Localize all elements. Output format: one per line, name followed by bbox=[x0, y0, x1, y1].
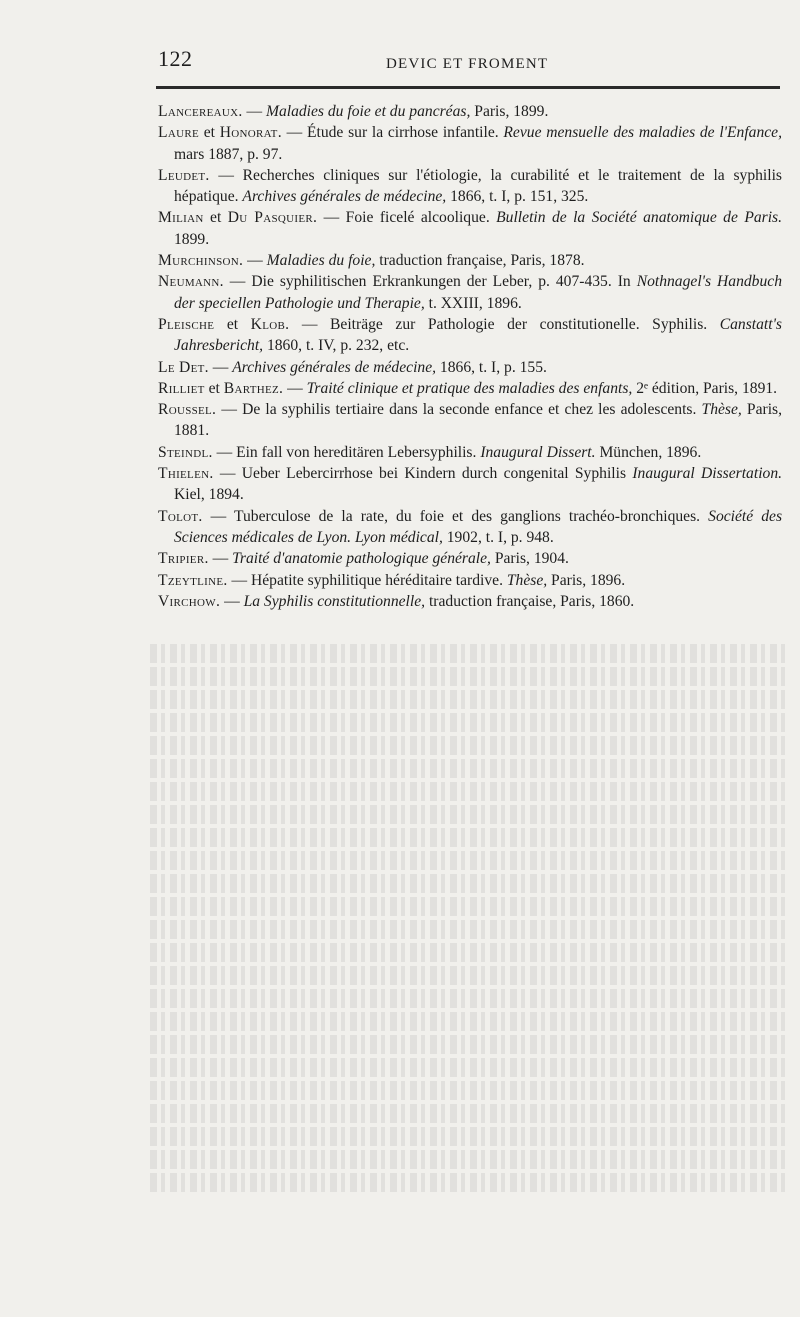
entry-separator: — bbox=[281, 124, 307, 142]
entry-text: Ein fall von hereditären Lebersyphilis. bbox=[236, 443, 481, 461]
entry-details: mars 1887, p. 97. bbox=[174, 145, 283, 163]
bib-entry bbox=[158, 271, 782, 314]
entry-separator: — bbox=[209, 166, 243, 184]
author-name: Leudet. bbox=[158, 166, 210, 184]
entry-text: Tuberculose de la rate, du foie et des ganglions trachéo-bronchiques. bbox=[234, 507, 709, 525]
entry-separator: — bbox=[208, 358, 233, 376]
author-join: et bbox=[198, 124, 220, 142]
bib-entry bbox=[158, 250, 782, 271]
entry-title: Inaugural Dissertation. bbox=[632, 465, 783, 483]
bib-entry bbox=[158, 570, 782, 591]
entry-separator: — bbox=[289, 315, 331, 333]
entry-separator: — bbox=[242, 103, 266, 120]
entry-title: La Syphilis constitutionnelle, bbox=[243, 592, 426, 610]
bib-entry bbox=[158, 314, 782, 357]
entry-details: Kiel, 1894. bbox=[174, 486, 244, 504]
entry-details: München, 1896. bbox=[595, 443, 702, 461]
entry-text: Ueber Lebercirrhose bei Kindern durch congenital Syphilis bbox=[241, 465, 633, 483]
bib-entry bbox=[158, 122, 782, 165]
entry-separator: — bbox=[227, 571, 251, 589]
entry-title: Nothnagel's Handbuch der speciellen Pathologie und Therapie, bbox=[174, 273, 782, 312]
entry-text: De la syphilis tertiaire dans la seconde enfance et chez les adolescents. bbox=[242, 401, 702, 419]
bib-entry bbox=[158, 207, 782, 250]
entry-title: Traité clinique et pratique des maladies des enfants, bbox=[306, 379, 633, 397]
entry-title: Maladies du foie et du pancréas, bbox=[265, 103, 471, 120]
entry-details: 1866, t. I, p. 155. bbox=[436, 358, 547, 376]
author-name-2: Du Pasquier. bbox=[227, 209, 318, 227]
entry-separator: — bbox=[223, 273, 252, 291]
bib-entry bbox=[158, 378, 782, 399]
author-name: Roussel. bbox=[158, 401, 217, 419]
entry-text: Die syphilitischen Erkrankungen der Leber, p. 407-435. In bbox=[251, 273, 637, 291]
page-number: 122 bbox=[158, 46, 193, 71]
entry-title: Archives générales de médecine, bbox=[232, 358, 437, 376]
author-name: Tzeytline. bbox=[158, 571, 228, 589]
entry-separator: — bbox=[243, 252, 267, 270]
author-name: Milian bbox=[158, 209, 204, 227]
author-name-2: Barthez. bbox=[223, 379, 284, 397]
author-name: Steindl. bbox=[158, 443, 213, 461]
bleed-through-texture bbox=[150, 640, 790, 1240]
entry-details: 1860, t. IV, p. 232, etc. bbox=[263, 337, 410, 355]
entry-title: Maladies du foie, bbox=[266, 252, 376, 270]
entry-details: Paris, 1899. bbox=[470, 103, 549, 120]
author-name-2: Honorat. bbox=[219, 124, 282, 142]
entry-separator: — bbox=[208, 550, 233, 568]
bib-entry bbox=[158, 357, 782, 378]
author-name: Rilliet bbox=[158, 379, 205, 397]
author-join: et bbox=[204, 379, 224, 397]
author-name: Murchinson. bbox=[158, 252, 244, 270]
entry-title: Archives générales de médecine, bbox=[242, 188, 447, 206]
author-name: Tolot. bbox=[158, 507, 203, 525]
author-name: Pleische bbox=[158, 315, 215, 333]
author-name-2: Klob. bbox=[250, 315, 290, 333]
entry-details: Paris, 1881. bbox=[174, 401, 783, 440]
entry-details: 1899. bbox=[174, 230, 210, 248]
author-join: et bbox=[214, 315, 251, 333]
entry-title: Traité d'anatomie pathologique générale, bbox=[232, 550, 491, 568]
entry-title: Inaugural Dissert. bbox=[480, 443, 596, 461]
entry-details: traduction française, Paris, 1878. bbox=[375, 252, 585, 270]
entry-text: Beiträge zur Pathologie der constitutionelle. Syphilis. bbox=[330, 315, 720, 333]
author-name: Virchow. bbox=[158, 592, 221, 610]
bib-entry bbox=[158, 165, 782, 208]
entry-details: 1866, t. I, p. 151, 325. bbox=[446, 188, 589, 206]
entry-separator: — bbox=[317, 209, 346, 227]
author-name: Tripier. bbox=[158, 550, 209, 568]
header-rule bbox=[156, 86, 780, 89]
entry-details: t. XXIII, 1896. bbox=[424, 294, 522, 312]
author-name: Neumann. bbox=[158, 273, 224, 291]
entry-separator: — bbox=[213, 465, 242, 483]
entry-details: Paris, 1896. bbox=[547, 571, 626, 589]
entry-separator: — bbox=[202, 507, 235, 525]
entry-details: Paris, 1904. bbox=[490, 550, 569, 568]
bib-entry bbox=[158, 591, 782, 612]
entry-text: Recherches cliniques sur l'étiologie, la curabilité et le traitement de la syphilis hépatique. bbox=[174, 166, 782, 206]
entry-details: traduction française, Paris, 1860. bbox=[425, 592, 635, 610]
author-name: Laure bbox=[158, 124, 199, 142]
entry-title: Société des Sciences médicales de Lyon. Lyon médical, bbox=[174, 507, 783, 546]
bib-entry bbox=[158, 442, 782, 463]
author-join: et bbox=[203, 209, 228, 227]
entry-separator: — bbox=[220, 592, 244, 610]
entry-separator: — bbox=[283, 379, 307, 397]
entry-separator: — bbox=[212, 443, 237, 461]
entry-text: Hépatite syphilitique héréditaire tardive. bbox=[250, 571, 507, 589]
author-name: Thielen. bbox=[158, 465, 214, 483]
entry-text: Étude sur la cirrhose infantile. bbox=[306, 124, 504, 142]
bib-entry bbox=[158, 101, 782, 122]
running-head: DEVIC ET FROMENT bbox=[386, 56, 549, 72]
bibliography-list bbox=[158, 101, 782, 612]
bib-entry bbox=[158, 506, 782, 549]
entry-text: Foie ficelé alcoolique. bbox=[345, 209, 497, 227]
entry-title: Thèse, bbox=[701, 401, 742, 419]
page-header bbox=[158, 46, 780, 76]
entry-title: Canstatt's Jahresbericht, bbox=[174, 315, 782, 355]
author-name: Lancereaux. bbox=[158, 103, 243, 120]
bib-entry bbox=[158, 548, 782, 569]
author-name: Le Det. bbox=[158, 358, 209, 376]
entry-details: 2ᵉ édition, Paris, 1891. bbox=[632, 379, 778, 397]
entry-title: Revue mensuelle des maladies de l'Enfance, bbox=[503, 124, 782, 142]
bib-entry bbox=[158, 463, 782, 506]
entry-separator: — bbox=[216, 401, 243, 419]
bib-entry bbox=[158, 399, 782, 442]
entry-title: Bulletin de la Société anatomique de Paris. bbox=[496, 209, 783, 227]
entry-title: Thèse, bbox=[506, 571, 548, 589]
entry-details: 1902, t. I, p. 948. bbox=[442, 528, 554, 546]
